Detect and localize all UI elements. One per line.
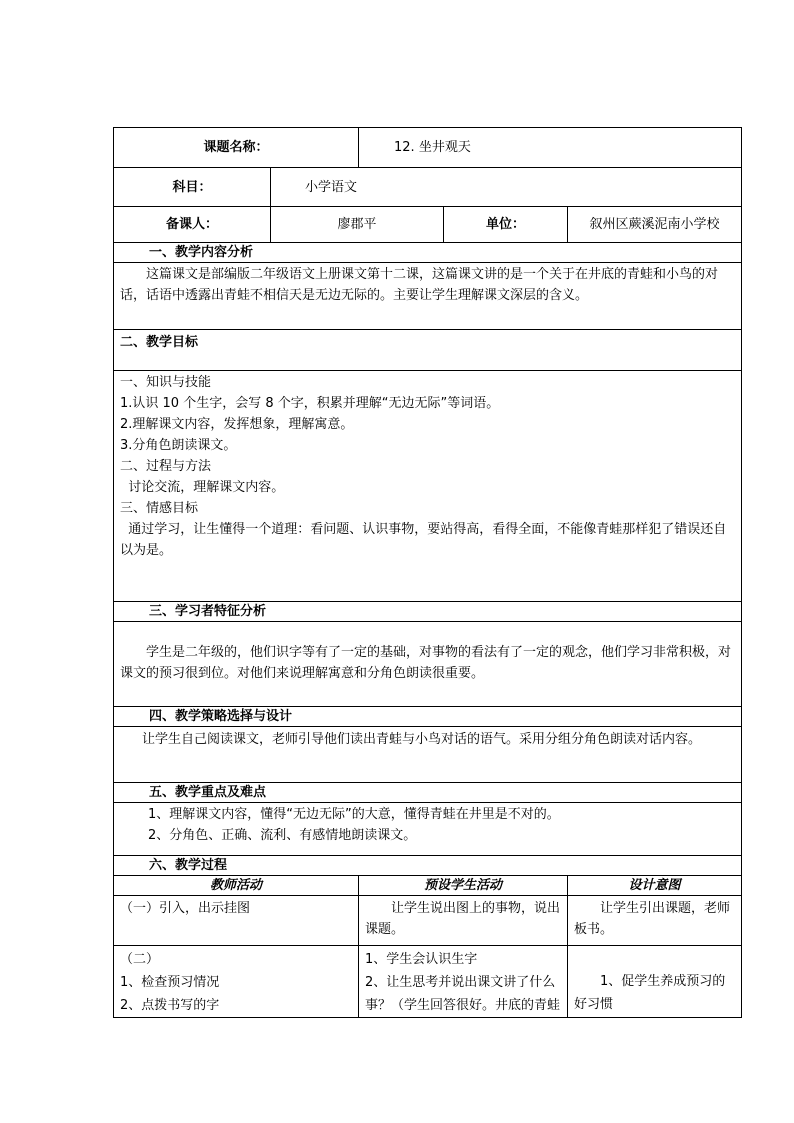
section2-body	[114, 371, 742, 602]
process-student-cell	[359, 946, 568, 1018]
unit-label: 单位：	[444, 207, 568, 243]
section2-heading: 二、教学目标	[114, 330, 742, 371]
process-design-cell: 让学生引出课题，老师板书。	[568, 896, 742, 946]
key-point-line: 1、理解课文内容，懂得“无边无际”的大意，懂得青蛙在井里是不对的。	[148, 807, 560, 822]
section1-heading: 一、教学内容分析	[114, 243, 742, 263]
section4-body-row	[114, 727, 742, 783]
objective-line: 1.认识 10 个生字，会写 8 个字，积累并理解“无边无际”等词语。	[120, 396, 500, 411]
section1-body: 这篇课文是部编版二年级语文上册课文第十二课，这篇课文讲的是一个关于在井底的青蛙和小鸟的对话，话语中透露出青蛙不相信天是无边无际的。主要让学生理解课文深层的含义。	[114, 263, 742, 330]
teacher-row	[114, 207, 742, 243]
section3-body-row	[114, 622, 742, 707]
objective-line: 3.分角色朗读课文。	[120, 438, 237, 453]
section1-body-row	[114, 263, 742, 330]
key-point-line: 2、分角色、正确、流利、有感情地朗读课文。	[148, 828, 417, 843]
section2-body-row	[114, 371, 742, 602]
process-teacher-cell	[114, 946, 359, 1018]
section2-heading-row	[114, 330, 742, 371]
process-header-row	[114, 876, 742, 896]
process-row-2	[114, 946, 742, 1018]
section5-body-row	[114, 803, 742, 856]
teacher-label: 备课人：	[114, 207, 271, 243]
process-row-1	[114, 896, 742, 946]
section5-heading: 五、教学重点及难点	[114, 783, 742, 803]
section1-heading-row	[114, 243, 742, 263]
section3-heading: 三、学习者特征分析	[114, 602, 742, 622]
objective-line: 讨论交流，理解课文内容。	[120, 480, 285, 495]
section5-heading-row	[114, 783, 742, 803]
title-row	[114, 128, 742, 168]
unit-value: 叙州区蕨溪泥南小学校	[568, 207, 742, 243]
subject-row	[114, 168, 742, 207]
section4-heading: 四、教学策略选择与设计	[114, 707, 742, 727]
process-teacher-cell: （一）引入，出示挂图	[114, 896, 359, 946]
section5-body	[114, 803, 742, 856]
section6-heading-row	[114, 856, 742, 876]
section3-heading-row	[114, 602, 742, 622]
process-student-line: 1、学生会认识生字	[365, 952, 478, 967]
process-student-cell: 让学生说出图上的事物，说出课题。	[359, 896, 568, 946]
title-label: 课题名称：	[114, 128, 359, 168]
section4-body: 让学生自己阅读课文，老师引导他们读出青蛙与小鸟对话的语气。采用分组分角色朗读对话内容。	[114, 727, 742, 783]
subject-label: 科目：	[114, 168, 271, 207]
col-student-header: 预设学生活动	[359, 876, 568, 896]
objective-line: 一、知识与技能	[120, 375, 212, 390]
section3-body: 学生是二年级的，他们识字等有了一定的基础，对事物的看法有了一定的观念，他们学习非常积极，对课文的预习很到位。对他们来说理解寓意和分角色朗读很重要。	[114, 622, 742, 707]
process-teacher-line: 1、检查预习情况	[120, 975, 220, 990]
lesson-plan-table	[113, 127, 742, 1018]
subject-value: 小学语文	[271, 168, 742, 207]
title-value: 12. 坐井观天	[359, 128, 742, 168]
col-design-header: 设计意图	[568, 876, 742, 896]
section4-heading-row	[114, 707, 742, 727]
process-teacher-line: （二）	[120, 952, 160, 967]
objective-line: 2.理解课文内容，发挥想象，理解寓意。	[120, 417, 354, 432]
section6-heading: 六、教学过程	[114, 856, 742, 876]
col-teacher-header: 教师活动	[114, 876, 359, 896]
objective-line: 三、情感目标	[120, 501, 199, 516]
teacher-value: 廖郡平	[271, 207, 444, 243]
objective-line: 二、过程与方法	[120, 459, 212, 474]
process-design-cell: 1、促学生养成预习的好习惯	[568, 946, 742, 1018]
objective-line: 通过学习，让生懂得一个道理：看问题、认识事物，要站得高，看得全面，不能像青蛙那样犯了错误还自以为是。	[120, 522, 727, 558]
process-teacher-line: 2、点拨书写的字	[120, 998, 220, 1013]
process-student-line: 2、让生思考并说出课文讲了什么事？（学生回答很好。井底的青蛙	[365, 975, 561, 1013]
